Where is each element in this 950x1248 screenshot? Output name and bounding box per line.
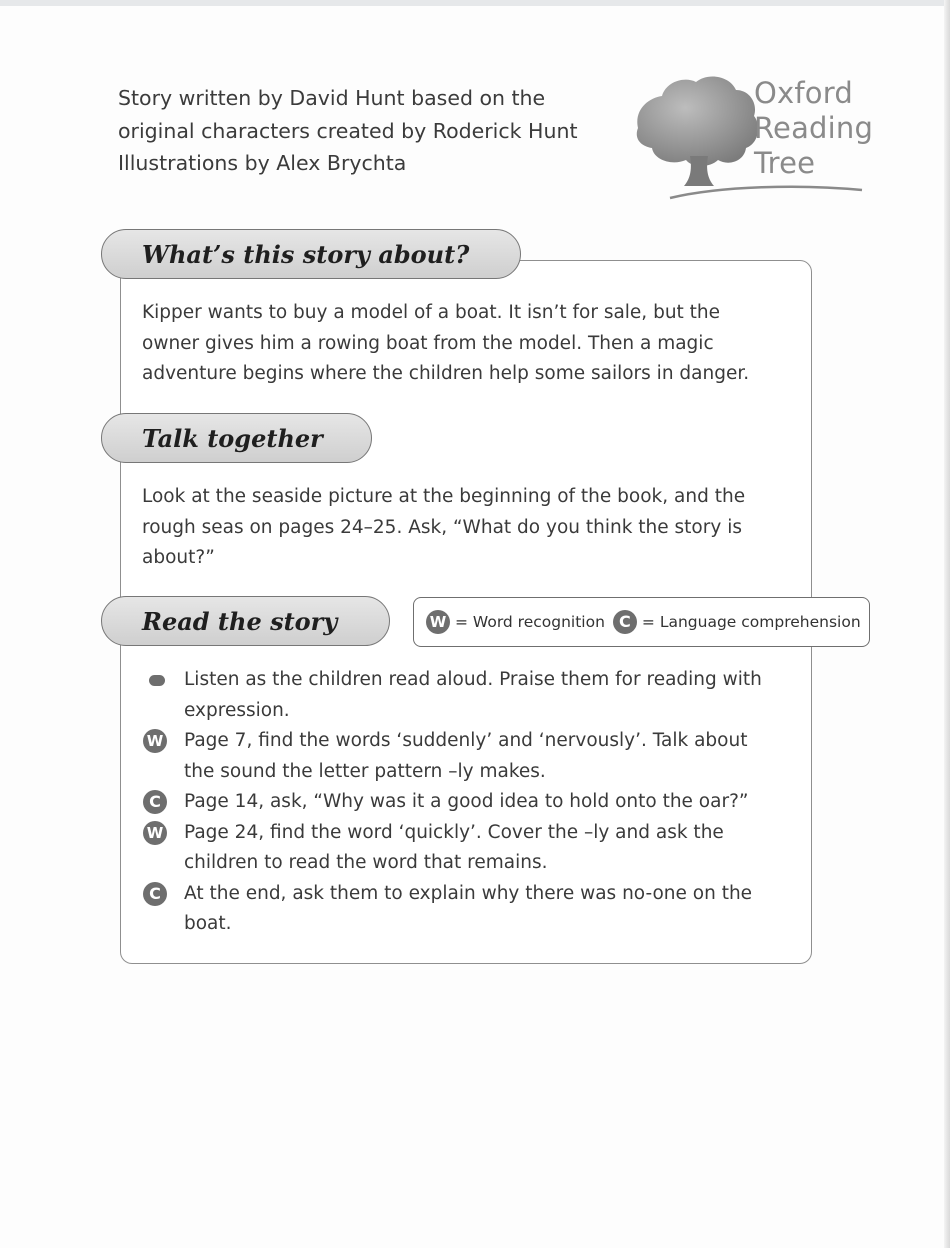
legend-word-recognition: = Word recognition xyxy=(455,613,605,631)
talk-paragraph xyxy=(142,482,745,574)
section-heading-read: Read the story xyxy=(101,596,390,646)
legend-language-comprehension: = Language comprehension xyxy=(641,613,861,631)
list-item xyxy=(140,726,800,787)
list-item xyxy=(140,818,800,879)
list-item-line: boat. xyxy=(184,913,232,934)
list-item-line: Page 24, find the word ‘quickly’. Cover the –ly and ask the xyxy=(184,821,724,843)
logo-word-tree: Tree xyxy=(754,146,816,180)
page-top-edge xyxy=(0,0,950,6)
talk-line-3: about?” xyxy=(142,547,215,568)
list-item xyxy=(140,665,800,726)
oxford-reading-tree-logo xyxy=(630,70,874,210)
list-item-line: Listen as the children read aloud. Praise them for reading with xyxy=(184,669,762,690)
about-line-2: owner gives him a rowing boat from the model. Then a magic xyxy=(142,332,714,354)
page-right-edge xyxy=(944,0,950,1248)
language-comprehension-icon: C xyxy=(143,882,167,906)
credits-line-1: Story written by David Hunt based on the xyxy=(118,86,546,110)
about-line-3: adventure begins where the children help some sailors in danger. xyxy=(142,363,750,384)
legend-box xyxy=(413,597,870,647)
credits-block xyxy=(118,82,638,180)
credits-line-3: Illustrations by Alex Brychta xyxy=(118,151,407,175)
logo-wordmark xyxy=(754,76,873,181)
word-recognition-icon: W xyxy=(143,821,167,845)
about-paragraph xyxy=(142,298,749,390)
reading-activity-list xyxy=(140,665,800,940)
talk-line-1: Look at the seaside picture at the beginning of the book, and the xyxy=(142,486,746,507)
list-item-line: Page 14, ask, “Why was it a good idea to hold onto the oar?” xyxy=(184,791,749,812)
list-item xyxy=(140,787,800,818)
language-comprehension-icon: C xyxy=(143,790,167,814)
word-recognition-icon: W xyxy=(143,729,167,753)
list-item-line: At the end, ask them to explain why there was no-one on the xyxy=(184,882,753,904)
list-item-line: expression. xyxy=(184,699,290,721)
bullet-icon xyxy=(149,675,165,686)
logo-word-reading: Reading xyxy=(754,111,874,145)
talk-line-2: rough seas on pages 24–25. Ask, “What do you think the story is xyxy=(142,516,742,538)
about-line-1: Kipper wants to buy a model of a boat. It isn’t for sale, but the xyxy=(142,302,721,323)
list-item xyxy=(140,879,800,940)
list-item-line: Page 7, find the words ‘suddenly’ and ‘nervously’. Talk about xyxy=(184,730,748,751)
credits-line-2: original characters created by Roderick Hunt xyxy=(118,118,578,143)
language-comprehension-icon: C xyxy=(613,610,637,634)
list-item-line: children to read the word that remains. xyxy=(184,852,548,873)
section-heading-about: What’s this story about? xyxy=(101,229,521,279)
section-heading-talk: Talk together xyxy=(101,413,372,463)
word-recognition-icon: W xyxy=(426,610,450,634)
list-item-line: the sound the letter pattern –ly makes. xyxy=(184,760,546,782)
logo-word-oxford: Oxford xyxy=(754,76,853,110)
